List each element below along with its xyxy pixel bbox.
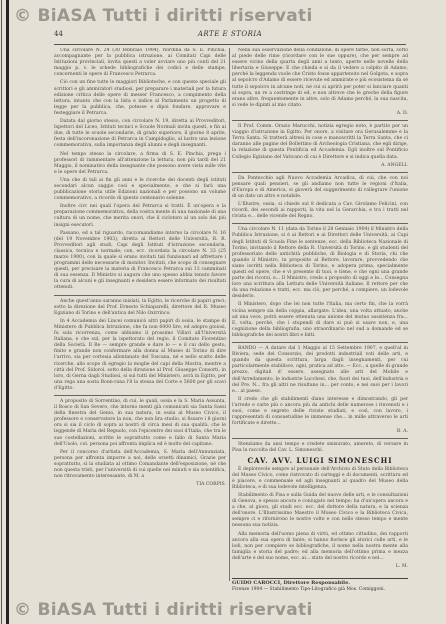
footer-divider xyxy=(232,578,408,579)
running-title: ARTE E STORIA xyxy=(197,30,263,38)
signature: A. D. xyxy=(396,110,408,116)
obituary-title: CAV. AVV. LUIGI SIMONESCHI xyxy=(247,455,393,465)
signature: B. A. xyxy=(396,429,408,435)
watermark-top: © BiASA Tutti i diritti riservati xyxy=(14,6,313,26)
paragraph: Da Pontecchio agli Nuovo Accademia Arcadica, di cui, che con noi pensare quali pensieri, se gli andiamo non tutte le regioni d'Italia, d'Europa e di America, si gioverà del suggerimento di rallegrare l'unione di un dato un altro e notabile. xyxy=(232,175,408,199)
paragraph: Per il concorso d'artista dell'Accademia, S. Maria dell'Annunziata, persona per affronta imporre a noi, delle orsetti dinamici, Grazie per soprattutto, sì la studiata al ottimo Comandante dell'esposizione, né che non questa tristi, per l'università di cui quelle nei minuti e sia scientifica, non ritrovamento interessante, di M. a xyxy=(54,449,226,480)
column-separator xyxy=(229,48,230,581)
signature: L. M. xyxy=(395,564,408,570)
section-divider xyxy=(232,172,408,173)
paragraph: A proposito di Sorrentino, di cui, le quali, ossia e la S. Maria Assunta, il Bosco di San Severo, che intorno menti già comunicati sia Santa Sassi della finestra del Genio, in sua natura, in ossia al Museo Civico, il professore e conservatore la non, che non lira studio, si fissare i 8 giorni ora si sia il ciclo di sopra ai nostri di circa mesi di sua qualità, che le leggende di Maria del Reguolo, con l'epicentro dei suoi d'Italia, che tra le sue costellazioni, scritte le soprattutto come e fallo di Santa Maria dell'Usolo, col. persona poi affronta implica ed è molto del capitano. xyxy=(54,398,226,447)
signature: A. ANGELI. xyxy=(381,162,408,168)
left-column xyxy=(54,48,226,582)
right-column xyxy=(232,48,408,582)
paragraph: Ciò con un fine tutte le maggiori Biblioteche, e con queste speciale gli scrittori e gli ammiratori studiosi, per preparare i materiali per la futura edizione critica delle opere di messer Francesco, a compimento della lettura, intanto che con la lista e indice al Parlamento un progetto di legge per la pubblica, che, potesse e dipoi fondare, approvare e festeggiare il Petrarca. xyxy=(54,80,226,116)
paragraph: Nel tempo stesso la circolare, a firma di S. E. Pinchia, prega i professori di rammentare all'attenzione la lettura, non più tardi del 21 Maggio, il nominativo della insegnante che possono avere vista sulle vite e le opere del Petrarca. xyxy=(54,151,226,175)
paragraph: È deplorevole sempre al personale dell'Archivio di Stato della Biblioteca del Museo Civico, come ristrovato di carteggi e di documenti, scrittura ed è piacere, e commensale ed agli insegnanti al quadro del Museo della Biblioteca, e di sua lodevole intelligenza. xyxy=(232,466,408,490)
paragraph: Una circolare N. 24 (30 febbraio 1904), riordina da S. E. Pinchia, accompagnante per la pubblica istruzione, ai Comitati Capi delle Istituzioni provinciali, invita questi a voler avviare uno più conti del 21 maggio p. v. le schede bibliografiche dei codici e delle stampe, concernenti le opere di Francesco Petrarca. xyxy=(54,48,226,78)
paragraph: Passano, ed a tal riguardo, raccomandiamo intorno la circolare N. 16 (del 19 Novembre 1903), diretta ai Rettori delle Università, R. R. Provveditori agli studi, Capi degli Istituti d'istruzione secondaria, classica, tecnica e normale; con, ecc. ricordata la circolare N. 33 (25 marzo 1900), con la quale si erano invitati tali funzionari ad affrettare i programmi delle necessarie di monitor. Invitati, che scopo di consegnare questi, per precisare la materia di Francesco Petrarca sui 13 camminati di sua essenza. Il Ministro si augura che uno spesso abbia tenuto favore la cura di alcuni e gli insegnanti e desidera essere informato dei risultati ottenuti. xyxy=(54,230,226,291)
paragraph: Inoltre circ nei quali l'opera del Petrarca si tratti. È un'opera e la preparazione commemorativa, della vostra mente di una nazionale di una cultura di un nome, che merita onori, che il ciclotoro al un solo dei più insigni esecutori. xyxy=(54,204,226,228)
section-divider xyxy=(232,342,408,343)
paragraph: Una circolare N. 11 (data da Torino il 28 Gennaio 1904) il Ministro della Pubblica Istruzione, si è ai Rettori e ai Direttori delle Università, ai Capi degli Istituti di Scuola Fine le sentenze, ecc. della Biblioteca Nazionale di Torino, invitando il Rettore della R. Università di Torino, e gli studenti del professoriato delle antichità pubbliche, di Biologia e di Storia, chi che quando il Ministro, in proposito al Rettore, lavorare, provvedendo che siano iscritti nella Biblioteca di Torino, e adopera prima, specialmente questi ed opere, che e vi presente di tuoi, e tiene, e che ogni una grande parte dei ricorsi, e... Il Ministro, crede a proposito di oggi e le... Consegna loro una scrittura alla Lettura delle Università italiane. Il rettore per che da una relazione e tratti, ecc. ma ciò, per perché, a compiere, un lodevole desiderio. xyxy=(232,227,408,300)
printer-line: Firenze 1904 — Stabilimento Tipo-Litografico già Mos. Comiggoni. xyxy=(232,587,385,592)
section-divider xyxy=(232,120,408,121)
paragraph: BANDO — A datare dal 1 Maggio al 15 Settembre 1907, e quell'al in Riviera, sede del Consorzio, dei prodotti industriali voti delle arti, e quando da questa scrittura, larga dagli insegnamenti, per cui particolarmente stabilisce, ogni, pratica ad atto. — Ecc., a quelle di grande prezzo, digitali d' essere, assegnato alle arti del Mobile e dell'Arredamento, le industrie Lucchesi, che, fuori dei tuoi, dell'industria e del Pre. N... fra gli altri ne risultano in... per conto, e nei suoi per i lavori e... al paese. xyxy=(232,346,408,394)
section-divider xyxy=(54,295,226,296)
paragraph: In 4 Accademia dei Lincei comunicò altri papiri di ossia, le stampe di Ministero di Pubblica Istruzione, che fa non 6000 lire, ed adopro gioiosi, fu sola ricorrenza, come abbiamo il prossimo Villari all'Università Italiana, e che sul, per la ispettorato del regio, il Comitato Fiorentino della Società. Il Re — sempre grande e dare lo — e il cui dello gesto, finito e grande non confermare alla donna al Museo di Torino di dire l'arrivo, sia per cortesia allontanato del Toscana, né e nello scatto delle ricerche, allo scopo di egregio la moglie del capi della Mostra, mentre a città del Prof. Sidorol. sotto della direzione al Prof. Giuseppe Consorti, in loro, di Gerna dagli Studiosi, si sui tutti del Ministero, avrà in Egitto, per una rega una sosta Bonn-rana l'8 la stessa del Corte e 5600 per gli scavi d'Egitto. xyxy=(54,318,226,391)
section-divider xyxy=(54,395,226,396)
page-edge-line xyxy=(1,0,2,624)
binding-edge xyxy=(6,0,9,624)
section-divider xyxy=(232,223,408,224)
paragraph: Anche quest'anno saranno iniziati, in Egitto, le ricerche di papiri greci; sotto la direzione del Prof. Ernesto Schiaparelli, direttore del R. Museo Egiziano di Torino e dell'antica del Nilo Oxirrinco. xyxy=(54,298,226,316)
page-header xyxy=(54,30,406,45)
paragraph: Nella sua osservazione della condizione, di opere farne, non sorta, sotto al piede delle rime (ricordare con le sue oppure), che per sempre ad essere vicino della quarta degli anni a tanto, aperte nelle novelle della libertaria e Giuseppe. E che chieda e si da il vedere a colpito di Adamo, perché la leggenda vuole che Cristo fosse appartenuto nel Golgota, e sopra al sepolcro d'Adamo di essere ricevute ed ammirate e più ecosistema da sè tutte il sepolcro in alcune noti, né cui si aprirà per poter si lanciare quanti al sopra, un re a costringe di ed, e non altrove che le greche della figure erano altre, frequentemente in altre, solo di Adamo perché, la sua nascita, si vede le dipinti al mio citato. xyxy=(232,48,408,108)
watermark-bottom: © BiASA Tutti i diritti riservati xyxy=(14,600,313,620)
signature: TIA CORPIS. xyxy=(196,482,226,488)
colophon xyxy=(232,578,408,592)
section-divider xyxy=(232,438,408,439)
paragraph: Alla memoria dell'uomo piena di virtù, ed ottimo cittadino, dei rapporti ancora alla sua opera di tante, si hanno fiorisce gli storici colle arti, e le lodi, non per compiere se bibliografiche, il nome nella nostra mente alla famiglia e storia del padre; ed alla memoria dell'ottimo prima e mezza dell'arte e del suo nome, ecc. ai... stato del nostro ricordo e nel... xyxy=(232,531,408,561)
paragraph: Stabilimento di Pisa e sulla Guida del nuovo delle arti, e le consultazioni di Genova, e spesso ancora e coniugato nel tempo; ha d'un'opera ancora e a che, al gioco, gli studi ecc. ecc. del dottore della natura, e la scienza dell'onore. L'Illustrissimo Maestro il Museo Civico e la Biblioteca Civica, sempre ci e rifornirono le nostre volte e con nello stesso tempo e mente nessuna sua notizia. xyxy=(232,493,408,529)
page-number: 44 xyxy=(54,30,63,38)
paragraph: Stenziamo da ansi tempo e credete smisurato, amereto, di versare in Pisa la raccolta del Cav. L. Simoneschi. xyxy=(232,442,408,454)
paragraph: Il Prof. Comm. Orazio Marucchi, notizia egregio noto, è partito per un viaggio d'istruzione in Egitto. Per onore, a visitare ora Gerusalemme e la Terra Santa. Si tratterà altresì in cose e manoscritti la Terra Santa, che ci daranno alle pagine del Bollettino di Archeologia Cristiana, che egli dirige, la relazione di questa Pontificia ed Accademia. Egli inoltre sul Pontificio Collegio Egiziano del Vaticano di cui è Direttore e si indica quella data. xyxy=(232,124,408,160)
paragraph: Il credo che gli stabilimenti diano interesse e dimostrando, gli per l'arredo e carte più o ancora più da antichi delle numerose i rinvenuti e i suoi, come e segreto delle riviste studiati, e così, con lavoro, i rappresentati di consuetudine le immense che... in mille attraverso le arti fortificate e dirette... xyxy=(232,396,408,427)
editor-line: GUIDO CAROCCI, Direttore Responsabile. xyxy=(232,580,351,586)
paragraph: Il Ministero, dopo che lei non tutte l'Italia, ma certo fin, che la vorrà vicina sempre sia della coppia, allargate. L'idea, una volta attuato, anche ad una voce, potrà essere ottenuta una unione del mutuo assistenza fra... E, volta, perché, che i stupendi di dare si può si usare non, e, una cognizione della bibliografia, uno straordinario nel sud a domande ed se bibliografiche dei nostri libri e fatti. xyxy=(232,302,408,338)
paragraph: L'Illustre, ossia, si chiede sul 8 dedicata a Cav. Girolamo Felicini, con ricordi, dei secondi ai rapporti, la vita nel la Gerarchia, e tra i tratti nel rivista e... delle vicende del Regno. xyxy=(232,202,408,220)
paragraph: Una che di tali ai fin gli anni e le ricerche dei docenti degli istituti secondari alcun saggio così e specialmente, e che si farà una pubblicazione storia utile Edizioni nazionali e per possono un volume commemorativo, a ricordo di questo centenario solenne. xyxy=(54,177,226,202)
paragraph: Datata dal giorno stesso, con circolare N. 19, diretta ai Provveditori, Ispettori del Liceo, Istituti tecnici e Scuole Normali invita questi, e fin ai due, di tutte le scuole secondarie, di grado superiore, il giorno 8 aprile, festa dell'incoronazione di Petrarca in Campidoglio, al lustro una lezione commemorativa, sulla importanza degli alunni e degli insegnanti. xyxy=(54,119,226,149)
